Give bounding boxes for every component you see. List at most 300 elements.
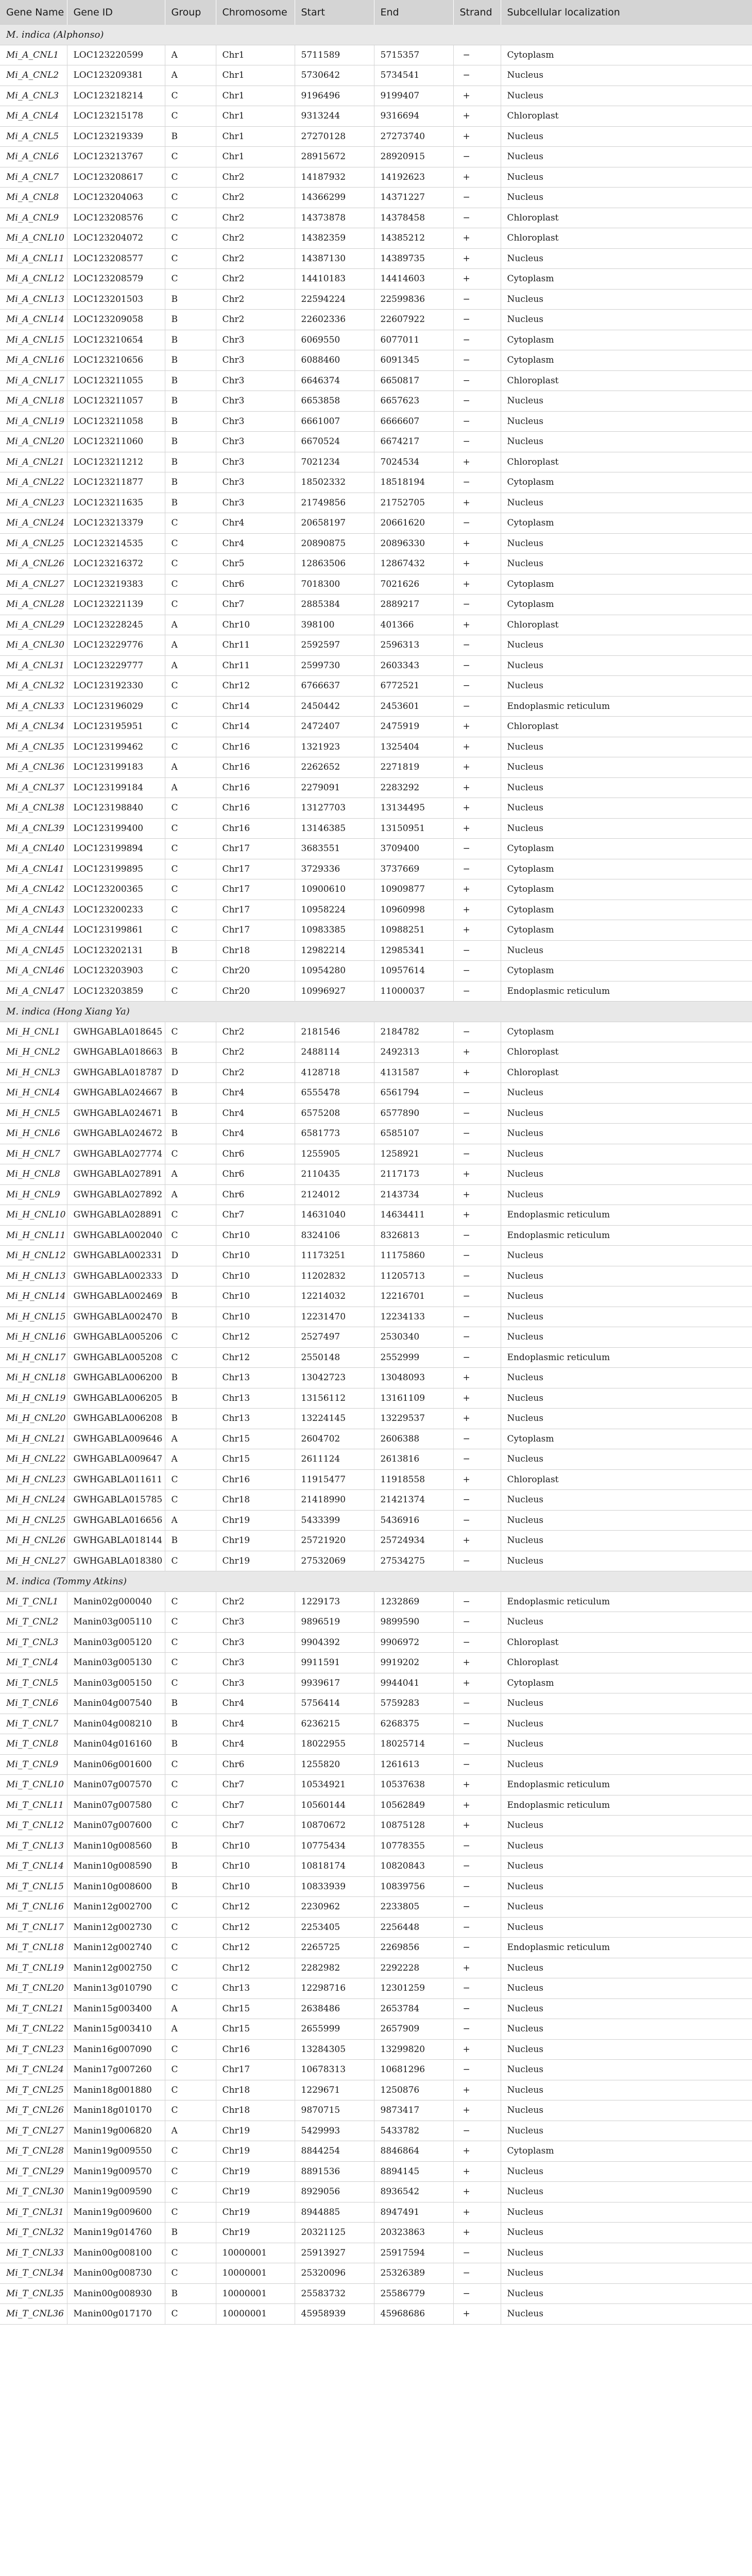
cell-localization: Nucleus [501,167,752,188]
cell-group: C [165,86,216,106]
cell-end: 12301259 [374,1978,453,1999]
cell-localization: Endoplasmic reticulum [501,1775,752,1795]
cell-gene-name: Mi_H_CNL19 [0,1388,67,1409]
table-row [0,2304,752,2325]
cell-start: 8324106 [295,1225,374,1246]
cell-gene-id: LOC123204072 [67,228,165,249]
cell-localization: Nucleus [501,2060,752,2080]
cell-end: 13134495 [374,798,453,819]
cell-strand: − [453,1124,501,1144]
cell-chromosome: Chr13 [216,1388,295,1409]
cell-start: 22602336 [295,310,374,330]
cell-start: 13284305 [295,2039,374,2060]
cell-start: 9870715 [295,2100,374,2121]
cell-chromosome: Chr19 [216,2141,295,2162]
cell-chromosome: Chr3 [216,472,295,493]
cell-gene-id: Manin00g017170 [67,2304,165,2325]
table-row [0,411,752,432]
cell-start: 27270128 [295,126,374,147]
cell-localization: Nucleus [501,1307,752,1327]
cell-localization: Cytoplasm [501,1022,752,1042]
cell-chromosome: Chr3 [216,1673,295,1693]
cell-end: 2657909 [374,2019,453,2040]
cell-end: 2256448 [374,1917,453,1938]
cell-strand: − [453,1490,501,1511]
cell-end: 5759283 [374,1693,453,1714]
cell-chromosome: Chr17 [216,2060,295,2080]
cell-gene-id: GWHGABLA016656 [67,1510,165,1531]
cell-end: 6091345 [374,350,453,371]
cell-gene-id: Manin03g005120 [67,1632,165,1653]
cell-strand: + [453,533,501,554]
cell-end: 9919202 [374,1653,453,1673]
cell-gene-name: Mi_A_CNL31 [0,655,67,676]
cell-gene-name: Mi_T_CNL18 [0,1938,67,1958]
cell-chromosome: Chr3 [216,493,295,513]
table-row [0,2283,752,2304]
cell-gene-name: Mi_T_CNL6 [0,1693,67,1714]
table-row [0,1286,752,1307]
cell-localization: Nucleus [501,411,752,432]
cell-gene-name: Mi_A_CNL42 [0,879,67,900]
cell-group: D [165,1266,216,1286]
cell-start: 10958224 [295,900,374,920]
cell-group: D [165,1062,216,1083]
cell-localization: Chloroplast [501,452,752,472]
cell-group: C [165,1144,216,1164]
cell-localization: Nucleus [501,126,752,147]
cell-localization: Nucleus [501,1551,752,1571]
table-row [0,1469,752,1490]
cell-group: C [165,2039,216,2060]
cell-strand: − [453,1327,501,1348]
cell-end: 2117173 [374,1164,453,1185]
table-row [0,1510,752,1531]
cell-gene-id: GWHGABLA027774 [67,1144,165,1164]
cell-start: 18022955 [295,1734,374,1755]
cell-end: 10988251 [374,920,453,941]
table-row [0,1388,752,1409]
cell-start: 2282982 [295,1958,374,1978]
header-gene-name: Gene Name [0,0,67,25]
cell-localization: Nucleus [501,1327,752,1348]
cell-group: B [165,452,216,472]
cell-gene-id: GWHGABLA009646 [67,1429,165,1449]
cell-strand: − [453,1449,501,1470]
cell-end: 10820843 [374,1856,453,1877]
cell-end: 14414603 [374,269,453,290]
cell-chromosome: Chr1 [216,106,295,127]
cell-start: 7021234 [295,452,374,472]
table-row [0,370,752,391]
cell-localization: Nucleus [501,737,752,757]
cell-end: 27273740 [374,126,453,147]
cell-end: 21421374 [374,1490,453,1511]
cell-end: 14192623 [374,167,453,188]
cell-chromosome: Chr10 [216,1307,295,1327]
cell-end: 10957614 [374,961,453,981]
cell-chromosome: Chr13 [216,1978,295,1999]
cell-chromosome: Chr3 [216,1612,295,1633]
cell-strand: + [453,2304,501,2325]
cell-gene-name: Mi_A_CNL7 [0,167,67,188]
cell-start: 6646374 [295,370,374,391]
cell-end: 2596313 [374,635,453,656]
cell-strand: − [453,1897,501,1918]
cell-end: 8936542 [374,2182,453,2202]
section-header-row [0,25,752,45]
cell-strand: + [453,86,501,106]
cell-chromosome: Chr16 [216,798,295,819]
table-row [0,2100,752,2121]
cell-gene-name: Mi_A_CNL38 [0,798,67,819]
cell-localization: Nucleus [501,940,752,961]
cell-gene-name: Mi_A_CNL16 [0,350,67,371]
cell-start: 8929056 [295,2182,374,2202]
cell-group: A [165,45,216,65]
cell-strand: − [453,1856,501,1877]
cell-chromosome: Chr12 [216,1327,295,1348]
cell-strand: − [453,411,501,432]
cell-start: 13224145 [295,1409,374,1429]
cell-gene-id: GWHGABLA015785 [67,1490,165,1511]
table-row [0,655,752,676]
cell-strand: − [453,1591,501,1612]
cell-chromosome: Chr4 [216,1103,295,1124]
cell-start: 6236215 [295,1714,374,1734]
cell-start: 14373878 [295,208,374,228]
cell-chromosome: Chr2 [216,188,295,208]
cell-start: 1255820 [295,1754,374,1775]
cell-end: 20896330 [374,533,453,554]
cell-chromosome: Chr2 [216,289,295,310]
cell-start: 7018300 [295,574,374,595]
cell-end: 2653784 [374,1998,453,2019]
cell-end: 11000037 [374,981,453,1002]
cell-strand: + [453,1816,501,1836]
cell-gene-name: Mi_T_CNL17 [0,1917,67,1938]
cell-localization: Nucleus [501,1286,752,1307]
cell-gene-name: Mi_H_CNL1 [0,1022,67,1042]
header-group: Group [165,0,216,25]
cell-gene-id: LOC123211057 [67,391,165,412]
cell-strand: − [453,635,501,656]
cell-strand: − [453,1225,501,1246]
cell-end: 1261613 [374,1754,453,1775]
cell-start: 6581773 [295,1124,374,1144]
cell-chromosome: Chr4 [216,1083,295,1104]
cell-gene-id: Manin04g016160 [67,1734,165,1755]
cell-start: 14382359 [295,228,374,249]
cell-group: A [165,1998,216,2019]
cell-start: 5711589 [295,45,374,65]
cell-gene-name: Mi_T_CNL35 [0,2283,67,2304]
cell-start: 398100 [295,615,374,635]
cell-strand: − [453,391,501,412]
cell-end: 18025714 [374,1734,453,1755]
cell-gene-name: Mi_A_CNL11 [0,248,67,269]
cell-gene-name: Mi_T_CNL11 [0,1795,67,1816]
cell-start: 13146385 [295,818,374,839]
cell-end: 21752705 [374,493,453,513]
cell-gene-name: Mi_T_CNL30 [0,2182,67,2202]
cell-end: 13150951 [374,818,453,839]
cell-end: 1325404 [374,737,453,757]
cell-group: B [165,1103,216,1124]
cell-group: C [165,2202,216,2223]
cell-gene-name: Mi_T_CNL27 [0,2121,67,2141]
cell-gene-id: Manin12g002730 [67,1917,165,1938]
cell-localization: Nucleus [501,1510,752,1531]
cell-group: B [165,1531,216,1551]
cell-strand: − [453,1551,501,1571]
cell-gene-id: GWHGABLA024667 [67,1083,165,1104]
cell-chromosome: Chr17 [216,900,295,920]
cell-group: C [165,859,216,879]
cell-end: 11175860 [374,1246,453,1266]
table-row [0,859,752,879]
cell-gene-id: Manin15g003400 [67,1998,165,2019]
cell-chromosome: Chr3 [216,350,295,371]
cell-end: 3737669 [374,859,453,879]
cell-gene-id: Manin06g001600 [67,1754,165,1775]
table-row [0,86,752,106]
cell-chromosome: Chr14 [216,696,295,717]
cell-end: 12234133 [374,1307,453,1327]
cell-strand: + [453,2223,501,2243]
cell-gene-id: Manin18g001880 [67,2080,165,2100]
cell-group: B [165,289,216,310]
cell-strand: − [453,839,501,859]
cell-chromosome: Chr15 [216,2019,295,2040]
cell-group: C [165,1754,216,1775]
cell-chromosome: Chr3 [216,432,295,452]
cell-start: 10560144 [295,1795,374,1816]
cell-gene-id: LOC123209058 [67,310,165,330]
cell-gene-id: GWHGABLA027891 [67,1164,165,1185]
cell-group: B [165,1734,216,1755]
cell-chromosome: Chr10 [216,1836,295,1856]
table-row [0,2019,752,2040]
cell-localization: Nucleus [501,676,752,697]
cell-start: 9904392 [295,1632,374,1653]
cell-strand: − [453,595,501,615]
cell-start: 10954280 [295,961,374,981]
cell-localization: Cytoplasm [501,350,752,371]
cell-gene-id: LOC123192330 [67,676,165,697]
cell-gene-id: Manin07g007600 [67,1816,165,1836]
cell-end: 6585107 [374,1124,453,1144]
cell-end: 13161109 [374,1388,453,1409]
cell-localization: Nucleus [501,2019,752,2040]
table-row [0,106,752,127]
cell-gene-id: LOC123208617 [67,167,165,188]
cell-gene-id: Manin02g000040 [67,1591,165,1612]
cell-gene-id: LOC123208576 [67,208,165,228]
cell-end: 12216701 [374,1286,453,1307]
cell-start: 8844254 [295,2141,374,2162]
cell-gene-id: Manin19g014760 [67,2223,165,2243]
table-row [0,737,752,757]
table-body [0,25,752,2325]
cell-strand: + [453,1409,501,1429]
cell-strand: − [453,2019,501,2040]
cell-chromosome: Chr10 [216,1225,295,1246]
cell-strand: − [453,2121,501,2141]
cell-end: 18518194 [374,472,453,493]
cell-localization: Cytoplasm [501,859,752,879]
cell-localization: Nucleus [501,2283,752,2304]
header-end: End [374,0,453,25]
table-row [0,65,752,86]
cell-strand: + [453,2100,501,2121]
cell-gene-name: Mi_T_CNL9 [0,1754,67,1775]
cell-group: B [165,1083,216,1104]
cell-localization: Nucleus [501,818,752,839]
cell-strand: + [453,1653,501,1673]
cell-chromosome: Chr12 [216,1958,295,1978]
cell-end: 25917594 [374,2243,453,2263]
cell-strand: − [453,676,501,697]
cell-localization: Endoplasmic reticulum [501,1347,752,1368]
cell-start: 11202832 [295,1266,374,1286]
cell-group: B [165,411,216,432]
table-row [0,493,752,513]
cell-group: C [165,2182,216,2202]
cell-strand: + [453,1184,501,1205]
cell-localization: Cytoplasm [501,920,752,941]
cell-end: 8326813 [374,1225,453,1246]
cell-start: 1321923 [295,737,374,757]
cell-localization: Nucleus [501,1449,752,1470]
cell-gene-id: LOC123211058 [67,411,165,432]
cell-start: 10534921 [295,1775,374,1795]
cell-strand: − [453,1836,501,1856]
cell-end: 27534275 [374,1551,453,1571]
cell-localization: Nucleus [501,1103,752,1124]
cell-gene-id: GWHGABLA018144 [67,1531,165,1551]
cell-start: 8891536 [295,2161,374,2182]
cell-end: 10960998 [374,900,453,920]
cell-gene-name: Mi_T_CNL15 [0,1876,67,1897]
cell-start: 6088460 [295,350,374,371]
cell-group: C [165,1225,216,1246]
cell-start: 6653858 [295,391,374,412]
cell-group: A [165,65,216,86]
cell-end: 7024534 [374,452,453,472]
cell-start: 25913927 [295,2243,374,2263]
cell-chromosome: Chr3 [216,330,295,350]
cell-group: A [165,635,216,656]
cell-localization: Nucleus [501,1816,752,1836]
cell-group: B [165,1042,216,1063]
cell-localization: Endoplasmic reticulum [501,1205,752,1226]
cell-strand: − [453,289,501,310]
table-row [0,513,752,534]
cell-group: B [165,432,216,452]
cell-group: C [165,248,216,269]
cell-group: A [165,1429,216,1449]
cell-chromosome: Chr7 [216,1795,295,1816]
cell-gene-id: GWHGABLA006200 [67,1368,165,1388]
cell-chromosome: Chr16 [216,777,295,798]
cell-end: 14389735 [374,248,453,269]
cell-gene-name: Mi_H_CNL3 [0,1062,67,1083]
cell-group: B [165,391,216,412]
cell-gene-name: Mi_A_CNL28 [0,595,67,615]
cell-localization: Nucleus [501,2223,752,2243]
cell-chromosome: Chr18 [216,2100,295,2121]
cell-gene-name: Mi_T_CNL16 [0,1897,67,1918]
cell-localization: Nucleus [501,798,752,819]
cell-start: 14631040 [295,1205,374,1226]
cell-group: A [165,2121,216,2141]
cell-strand: − [453,1347,501,1368]
cell-localization: Nucleus [501,1246,752,1266]
cell-gene-name: Mi_A_CNL17 [0,370,67,391]
cell-gene-name: Mi_T_CNL32 [0,2223,67,2243]
table-row [0,1083,752,1104]
cell-group: C [165,2141,216,2162]
cell-chromosome: 10000001 [216,2304,295,2325]
cell-localization: Nucleus [501,1184,752,1205]
cell-strand: − [453,1246,501,1266]
cell-localization: Nucleus [501,1144,752,1164]
cell-strand: − [453,350,501,371]
cell-gene-name: Mi_H_CNL6 [0,1124,67,1144]
cell-localization: Cytoplasm [501,879,752,900]
cell-localization: Chloroplast [501,228,752,249]
cell-gene-name: Mi_T_CNL20 [0,1978,67,1999]
cell-strand: − [453,1286,501,1307]
cell-strand: − [453,1266,501,1286]
cell-group: B [165,1693,216,1714]
cell-group: C [165,981,216,1002]
cell-chromosome: Chr6 [216,1144,295,1164]
section-title: M. indica (Alphonso) [0,25,752,45]
cell-end: 10875128 [374,1816,453,1836]
cell-chromosome: Chr4 [216,1124,295,1144]
table-row [0,452,752,472]
cell-localization: Nucleus [501,289,752,310]
cell-gene-name: Mi_A_CNL46 [0,961,67,981]
cell-gene-id: Manin03g005110 [67,1612,165,1633]
cell-group: B [165,310,216,330]
cell-end: 401366 [374,615,453,635]
cell-gene-name: Mi_A_CNL32 [0,676,67,697]
cell-gene-id: GWHGABLA011611 [67,1469,165,1490]
cell-strand: + [453,615,501,635]
cell-start: 8944885 [295,2202,374,2223]
cell-localization: Cytoplasm [501,472,752,493]
cell-gene-id: LOC123209381 [67,65,165,86]
cell-group: C [165,1205,216,1226]
cell-gene-id: GWHGABLA005208 [67,1347,165,1368]
cell-gene-id: LOC123208577 [67,248,165,269]
cell-strand: + [453,493,501,513]
table-row [0,1632,752,1653]
cell-localization: Chloroplast [501,370,752,391]
cell-gene-id: Manin16g007090 [67,2039,165,2060]
table-row [0,1184,752,1205]
cell-chromosome: Chr20 [216,981,295,1002]
cell-gene-id: Manin00g008100 [67,2243,165,2263]
cell-strand: − [453,1083,501,1104]
cell-strand: + [453,900,501,920]
table-row [0,981,752,1002]
cell-localization: Nucleus [501,493,752,513]
cell-end: 8894145 [374,2161,453,2182]
